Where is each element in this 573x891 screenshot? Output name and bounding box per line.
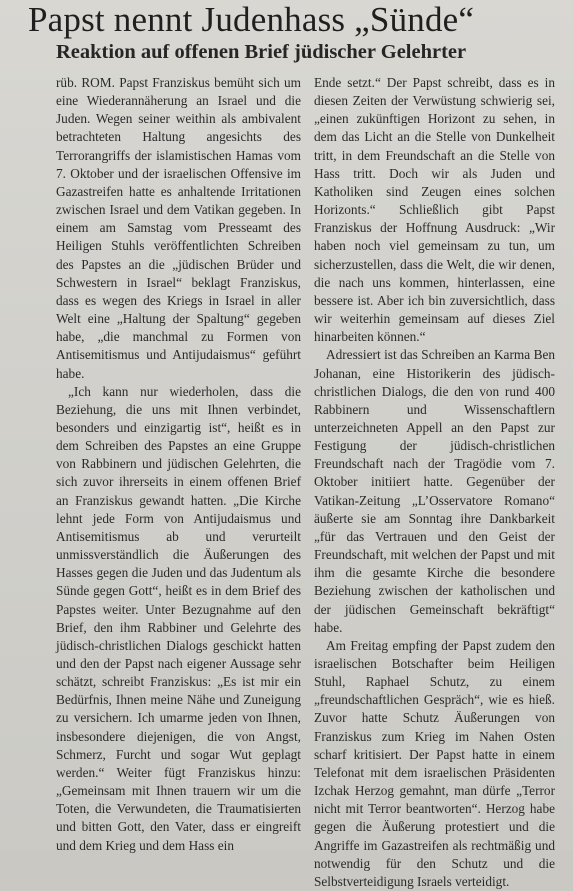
article-column-right	[314, 74, 555, 891]
paragraph: Adressiert ist das Schreiben an Karma Ben Johanan, eine Historikerin des jüdisch-christlichen Dialogs, die den von rund 400 Rabbinern und Wissenschaftlern unterzeichneten Appell an den Papst zur Festigung der jüdisch-christlichen Freundschaft nach der Tragödie vom 7. Oktober initiiert hatte. Gegenüber der Vatikan-Zeitung „L’Osservatore Romano“ äußerte sie am Sonntag ihre Dankbarkeit „für das Vertrauen und den Geist der Freundschaft, mit welchen der Papst und mit ihm die gesamte Kirche die besondere Beziehung zwischen der katholischen und der jüdischen Gemeinschaft bekräftigt“ habe.	[314, 347, 555, 635]
paragraph: „Ich kann nur wiederholen, dass die Beziehung, die uns mit Ihnen verbindet, besonders und einzigartig ist“, heißt es in dem Schreiben des Papstes an eine Gruppe von Rabbinern und jüdischen Gelehrten, die sich zuvor ihrerseits in einem offenen Brief an Franziskus gewandt hatten. „Die Kirche lehnt jede Form von Antijudaismus und Antisemitismus ab und verurteilt unmissverständlich die Äußerungen des Hasses gegen die Juden und das Judentum als Sünde gegen Gott“, heißt es in dem Brief des Papstes weiter. Unter Bezugnahme auf den Brief, den ihm Rabbiner und Gelehrte des jüdisch-christlichen Dialogs geschickt hatten und den der Papst nach eigener Aussage sehr schätzt, schreibt Franziskus: „Es ist mir ein Bedürfnis, Ihnen meine Nähe und Zuneigung zu versichern. Ich umarme jeden von Ihnen, insbesondere diejenigen, die von Angst, Schmerz, Furcht und sogar Wut geplagt werden.“ Weiter fügt Franziskus hinzu: „Gemeinsam mit Ihnen trauern wir um die Toten, die Verwundeten, die Traumatisierten und bitten Gott, den Vater, dass er eingreift und dem Krieg und dem Hass ein	[56, 383, 301, 853]
article-column-left	[56, 74, 301, 855]
paragraph: Am Freitag empfing der Papst zudem den israelischen Botschafter beim Heiligen Stuhl, Raphael Schutz, zu einem „freundschaftlichen Gespräch“, wie es hieß. Zuvor hatte Schutz Äußerungen von Franziskus zum Krieg im Nahen Osten scharf kritisiert. Der Papst hatte in einem Telefonat mit dem israelischen Präsidenten Izchak Herzog gemahnt, man dürfe „Terror nicht mit Terror beantworten“. Herzog habe gegen die Äußerung protestiert und die Angriffe im Gazastreifen als rechtmäßig und notwendig für den Schutz und die Selbstverteidigung Israels verteidigt.	[314, 637, 555, 889]
paragraph: Ende setzt.“ Der Papst schreibt, dass es in diesen Zeiten der Verwüstung schwierig sei, „einen zukünftigen Horizont zu sehen, in dem das Licht an die Stelle von Dunkelheit tritt, in dem Freundschaft an die Stelle von Hass tritt. Doch wir als Juden und Katholiken sind Zeugen eines solchen Horizonts.“ Schließlich gibt Papst Franziskus der Hoffnung Ausdruck: „Wir haben noch viel gemeinsam zu tun, um sicherzustellen, dass die Welt, die wir denen, die nach uns kommen, hinterlassen, eine bessere ist. Aber ich bin zuversichtlich, dass wir weiterhin gemeinsam auf dieses Ziel hinarbeiten können.“	[314, 75, 555, 345]
paragraph: rüb. ROM. Papst Franziskus bemüht sich um eine Wiederannäherung an Israel und die Juden. Wegen seiner weithin als ambivalent betrachteten Haltung angesichts des Terrorangriffs der islamistischen Hamas vom 7. Oktober und der israelischen Offensive im Gazastreifen hatte es anhaltende Irritationen zwischen Israel und dem Vatikan gegeben. In einem am Samstag vom Presseamt des Heiligen Stuhls veröffentlichten Schreiben des Papstes an die „jüdischen Brüder und Schwestern in Israel“ beklagt Franziskus, dass es wegen des Kriegs in Israel in aller Welt eine „Haltung der Spaltung“ gegeben habe, „die manchmal zu Formen von Antisemitismus und Antijudaismus“ geführt habe.	[56, 75, 301, 381]
headline: Papst nennt Judenhass „Sünde“	[28, 0, 475, 39]
subheadline: Reaktion auf offenen Brief jüdischer Gelehrter	[56, 41, 467, 63]
